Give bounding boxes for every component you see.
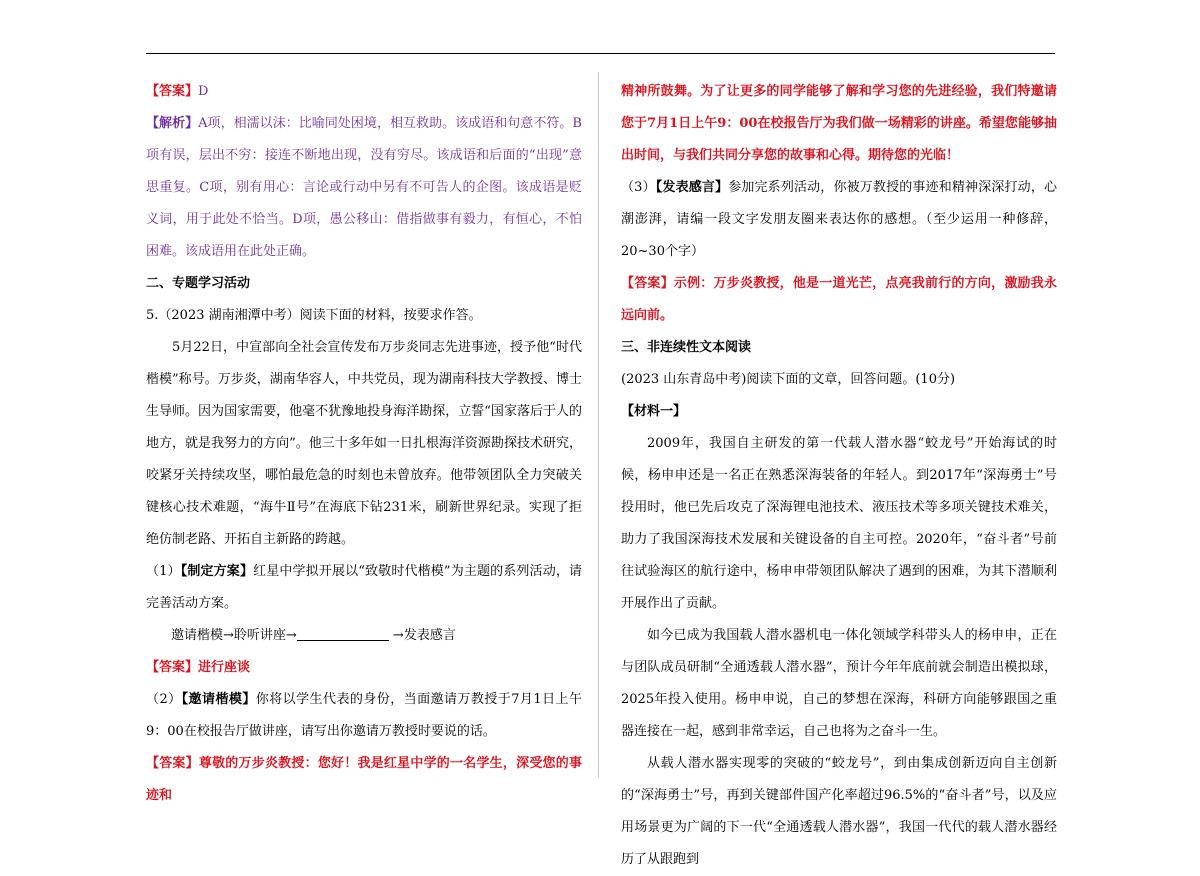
- sub-question-1: [146, 556, 582, 620]
- analysis-paragraph: [146, 108, 582, 268]
- answer-value: D: [198, 84, 209, 99]
- sub-question-3: [621, 172, 1057, 268]
- question-5-passage: 5月22日，中宣部向全社会宣传发布万步炎同志先进事迹，授予他“时代楷模”称号。万步炎，湖南华容人，中共党员，现为湖南科技大学教授、博士生导师。因为国家需要，他毫不犹豫地投身海洋勘探，立誓“国家落后于人的地方，就是我努力的方向”。他三十多年如一日扎根海洋资源勘探技术研究，咬紧牙关持续攻坚，哪怕最危急的时刻也未曾放弃。他带领团队全力突破关键核心技术难题，“海牛Ⅱ号”在海底下钻231米，刷新世界纪录。实现了拒绝仿制老路、开拓自主新路的跨越。: [146, 340, 582, 547]
- material-paragraph-3: 从载人潜水器实现零的突破的“蛟龙号”，到由集成创新迈向自主创新的“深海勇士”号，再到关键部件国产化率超过96.5%的“奋斗者”号，以及应用场景更为广阔的下一代“全通透载人潜水器”，我国一代代的载人潜水器经历了从跟跑到: [621, 756, 1057, 867]
- sub-question-2-text: 你将以学生代表的身份，当面邀请万教授于7月1日上午9：00在校报告厅做讲座，请写出你邀请万教授时要说的话。: [146, 692, 582, 739]
- sub-question-2-num: （2）: [146, 692, 182, 707]
- sub-question-3-tag: 【发表感言】: [655, 180, 729, 195]
- fill-blank: [297, 626, 389, 641]
- activity-flow: [146, 620, 582, 652]
- sub-question-2: [146, 684, 582, 748]
- analysis-label: 【解析】: [146, 116, 199, 131]
- sub-question-1-num: （1）: [146, 564, 181, 579]
- sub-question-2-tag: 【邀请楷模】: [181, 692, 256, 707]
- answer-2-continued: 精神所鼓舞。为了让更多的同学能够了解和学习您的先进经验，我们特邀请您于7月1日上午9：00在校报告厅为我们做一场精彩的讲座。希望您能够抽出时间，与我们共同分享您的故事和心得。期待您的光临！: [621, 84, 1057, 163]
- answer-2-label: 【答案】: [146, 756, 199, 771]
- left-column: [146, 76, 582, 812]
- column-divider: [598, 72, 599, 778]
- sub-question-3-num: （3）: [621, 180, 656, 195]
- material-paragraph-2: 如今已成为我国载人潜水器机电一体化领域学科带头人的杨申申，正在与团队成员研制“全通透载人潜水器”，预计今年年底前就会制造出模拟球，2025年投入使用。杨申申说，自己的梦想在深海，科研方向能够跟国之重器连接在一起，感到非常幸运，自己也将为之奋斗一生。: [621, 628, 1057, 739]
- material-1-title: 【材料一】: [621, 404, 687, 419]
- answer-d-line: [146, 76, 582, 108]
- question-5-intro: 5.（2023 湖南湘潭中考）阅读下面的材料，按要求作答。: [146, 308, 482, 323]
- answer-3-line: [621, 268, 1057, 332]
- section-3-intro: (2023 山东青岛中考)阅读下面的文章，回答问题。(10分): [621, 372, 956, 387]
- analysis-text: A项，相濡以沫：比喻同处困境，相互救助。该成语和句意不符。B项有误，层出不穷：接连不断地出现，没有穷尽。该成语和后面的“出现”意思重复。C项，别有用心：言论或行动中另有不可告人的企图。该成语是贬义词，用于此处不恰当。D项，愚公移山：借指做事有毅力，有恒心，不怕困难。该成语用在此处正确。: [146, 116, 582, 259]
- answer-1-text: 进行座谈: [198, 660, 251, 675]
- answer-1-line: [146, 652, 582, 684]
- flow-before: 邀请楷模→聆听讲座→: [171, 628, 297, 643]
- flow-after: →发表感言: [388, 628, 456, 643]
- answer-3-text: 示例：万步炎教授，他是一道光芒，点亮我前行的方向，激励我永远向前。: [621, 276, 1057, 323]
- header-rule: [146, 53, 1055, 54]
- sub-question-1-text: 红星中学拟开展以“致敬时代楷模”为主题的系列活动，请完善活动方案。: [146, 564, 582, 611]
- section-title-2: 二、专题学习活动: [146, 276, 251, 291]
- answer-1-label: 【答案】: [146, 660, 199, 675]
- sub-question-1-tag: 【制定方案】: [180, 564, 254, 579]
- answer-3-label: 【答案】: [621, 276, 674, 291]
- answer-label: 【答案】: [146, 84, 199, 99]
- right-column: [621, 76, 1057, 876]
- section-title-3: 三、非连续性文本阅读: [621, 340, 752, 355]
- material-paragraph-1: 2009年，我国自主研发的第一代载人潜水器“蛟龙号”开始海试的时候，杨申申还是一名正在熟悉深海装备的年轻人。到2017年“深海勇士”号投用时，他已先后攻克了深海锂电池技术、液压技术等多项关键技术难关，助力了我国深海技术发展和关键设备的自主可控。2020年，“奋斗者”号前往试验海区的航行途中，杨申申带领团队解决了遇到的困难，为其下潜顺利开展作出了贡献。: [621, 436, 1057, 611]
- answer-2-text: 尊敬的万步炎教授：您好！我是红星中学的一名学生，深受您的事迹和: [146, 756, 582, 803]
- answer-2-line: [146, 748, 582, 812]
- sub-question-3-text: 参加完系列活动，你被万教授的事迹和精神深深打动，心潮澎湃，请编一段文字发朋友圈来表达你的感想。（至少运用一种修辞，20~30个字）: [621, 180, 1057, 259]
